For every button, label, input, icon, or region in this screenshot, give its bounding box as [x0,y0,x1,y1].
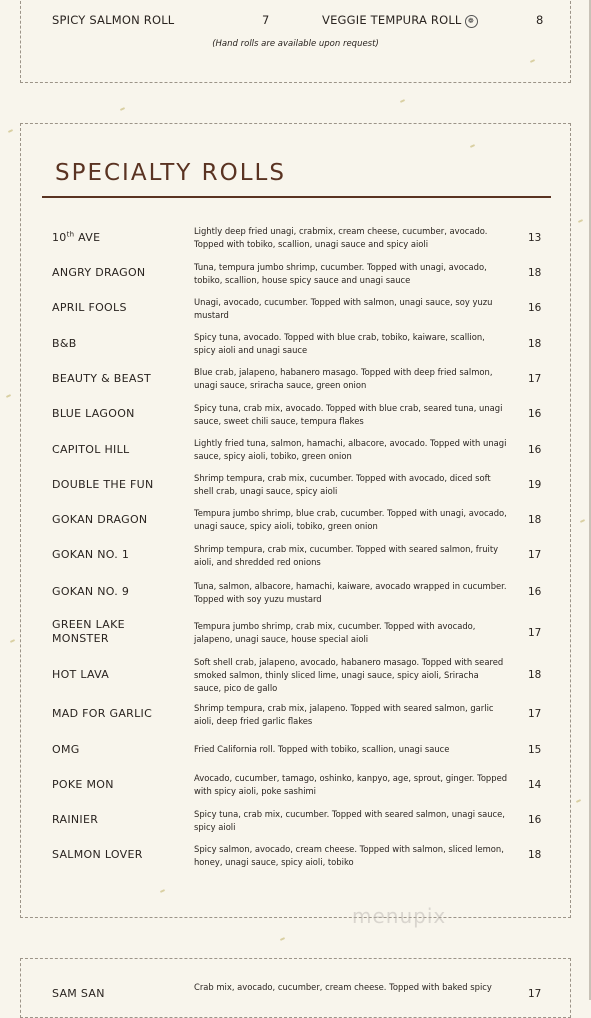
menu-item-name [52,231,100,245]
menu-item-description: Crab mix, avocado, cucumber, cream cheese. Topped with baked spicy [194,982,492,992]
menu-item-price: 18 [528,669,542,681]
watermark: menupix [352,904,447,928]
menu-item-description: Spicy salmon, avocado, cream cheese. Topped with salmon, sliced lemon, honey, unagi sauce, spicy aioli, tobiko [194,844,504,867]
menu-item-description: Spicy tuna, avocado. Topped with blue crab, tobiko, kaiware, scallion, spicy aioli and unagi sauce [194,332,485,355]
menu-item-name: MAD FOR GARLIC [52,707,153,720]
menu-item-price: 16 [528,302,542,314]
menu-item-name: GOKAN NO. 9 [52,585,130,598]
menu-item-description: Lightly deep fried unagi, crabmix, cream cheese, cucumber, avocado. Topped with tobiko, scallion, unagi sauce and spicy aioli [194,226,488,249]
menu-item-name: GOKAN NO. 1 [52,548,130,561]
menu-item-description: Shrimp tempura, crab mix, cucumber. Topped with seared salmon, fruity aioli, and shredded red onions [194,544,499,567]
menu-item-price: 17 [528,373,542,385]
menu-item-price: 18 [528,338,542,350]
menu-item-price: 16 [528,444,542,456]
menu-item-price: 16 [528,814,542,826]
menu-item-name: VEGGIE TEMPURA ROLL [322,13,462,27]
menu-item-price: 15 [528,744,542,756]
menu-item-name [52,618,125,646]
menu-item-description: Tuna, tempura jumbo shrimp, cucumber. Topped with unagi, avocado, tobiko, scallion, house spicy sauce and unagi sauce [194,262,487,285]
menu-item-price: 7 [262,13,270,27]
decorative-speck [8,129,13,133]
vegetarian-icon: ❁ [465,15,478,28]
menu-item-name: DOUBLE THE FUN [52,478,154,491]
menu-item-price: 14 [528,779,542,791]
menu-item-name: SALMON LOVER [52,848,143,861]
title-divider [42,196,551,198]
menu-item-price: 18 [528,849,542,861]
menu-item-name: B&B [52,337,77,350]
menu-item-description: Shrimp tempura, crab mix, cucumber. Topped with avocado, diced soft shell crab, unagi sauce, spicy aioli [194,473,491,496]
decorative-speck [10,639,15,643]
decorative-speck [578,219,583,223]
menu-item-price: 17 [528,627,542,639]
menu-item-name: POKE MON [52,778,114,791]
menu-item-description: Blue crab, jalapeno, habanero masago. Topped with deep fried salmon, unagi sauce, sriracha sauce, green onion [194,367,493,390]
menu-item-price: 16 [528,408,542,420]
menu-item-description: Fried California roll. Topped with tobiko, scallion, unagi sauce [194,744,450,754]
menu-item-name: APRIL FOOLS [52,301,127,314]
menu-item-name: BLUE LAGOON [52,407,135,420]
menu-item-price: 17 [528,988,542,1000]
menu-item-name: OMG [52,743,80,756]
menu-item-name: GOKAN DRAGON [52,513,148,526]
decorative-speck [576,799,581,803]
name-superscript: th [66,230,75,239]
menu-item-description: Tuna, salmon, albacore, hamachi, kaiware, avocado wrapped in cucumber. Topped with soy yuzu mustard [194,581,507,604]
menu-item-price: 16 [528,586,542,598]
name-part: AVE [74,231,101,244]
menu-item-description: Shrimp tempura, crab mix, jalapeno. Topped with seared salmon, garlic aioli, deep fried garlic flakes [194,703,494,726]
decorative-speck [6,394,11,398]
menu-item-name: SAM SAN [52,987,105,1000]
menu-item-description: Tempura jumbo shrimp, blue crab, cucumber. Topped with unagi, avocado, unagi sauce, spicy aioli, tobiko, green onion [194,508,507,531]
menu-item-name: CAPITOL HILL [52,443,130,456]
menu-item-name: SPICY SALMON ROLL [52,13,175,27]
menu-item-description: Spicy tuna, crab mix, avocado. Topped with blue crab, seared tuna, unagi sauce, sweet chili sauce, tempura flakes [194,403,503,426]
menu-item-description: Tempura jumbo shrimp, crab mix, cucumber. Topped with avocado, jalapeno, unagi sauce, house special aioli [194,621,476,644]
menu-item-veggie-tempura [322,13,478,28]
menu-item-name: HOT LAVA [52,668,110,681]
menu-item-price: 8 [536,13,544,27]
menu-item-price: 17 [528,549,542,561]
name-line: GREEN LAKE [52,618,125,631]
menu-item-price: 19 [528,479,542,491]
name-line: MONSTER [52,632,109,645]
menu-item-name: ANGRY DRAGON [52,266,146,279]
decorative-speck [280,937,285,941]
name-part: 10 [52,231,67,244]
menu-item-price: 13 [528,232,542,244]
decorative-speck [400,99,405,103]
menu-item-description: Avocado, cucumber, tamago, oshinko, kanpyo, age, sprout, ginger. Topped with spicy aioli, poke sashimi [194,773,508,796]
menu-item-description: Soft shell crab, jalapeno, avocado, habanero masago. Topped with seared smoked salmon, thinly sliced lime, unagi sauce, spicy aioli, Sriracha sauce, pico de gallo [194,657,504,693]
decorative-speck [120,107,125,111]
hand-roll-note: (Hand rolls are available upon request) [212,39,379,49]
menu-item-price: 18 [528,267,542,279]
menu-item-description: Spicy tuna, crab mix, cucumber. Topped with seared salmon, unagi sauce, spicy aioli [194,809,505,832]
menu-item-price: 18 [528,514,542,526]
menu-item-name: BEAUTY & BEAST [52,372,152,385]
menu-item-description: Unagi, avocado, cucumber. Topped with salmon, unagi sauce, soy yuzu mustard [194,297,493,320]
menu-item-price: 17 [528,708,542,720]
menu-item-name: RAINIER [52,813,99,826]
menu-item-description: Lightly fried tuna, salmon, hamachi, albacore, avocado. Topped with unagi sauce, spicy aioli, tobiko, green onion [194,438,507,461]
section-title: SPECIALTY ROLLS [55,160,286,186]
decorative-speck [580,519,585,523]
